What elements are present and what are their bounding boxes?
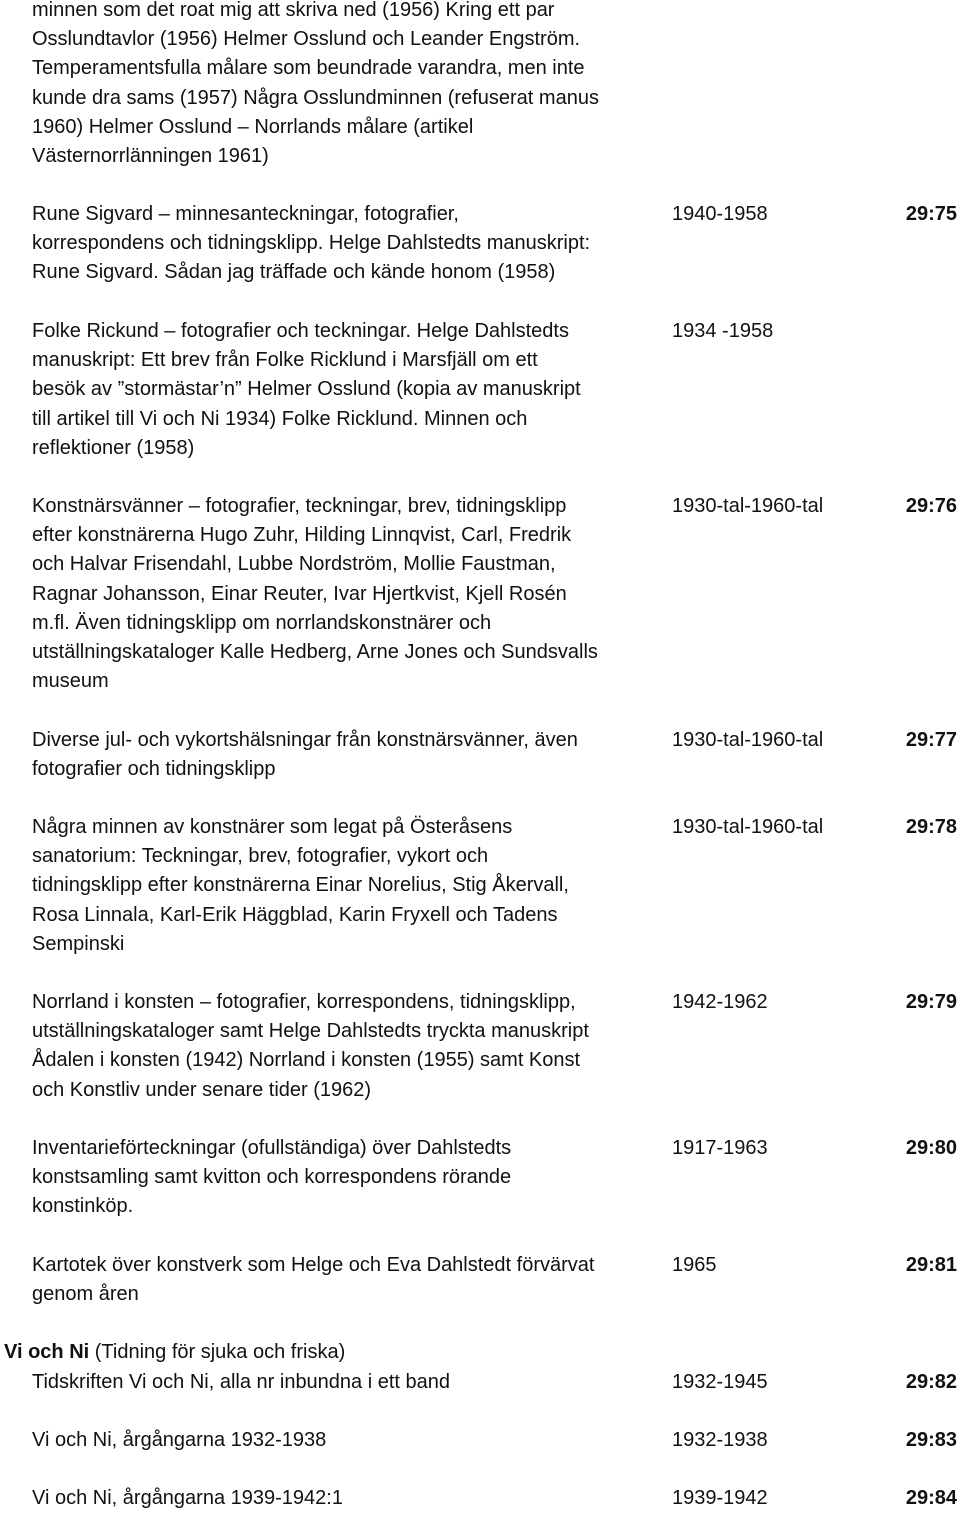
entry-date: 1939-1942 [672,1487,768,1509]
text-line: Vi och Ni, årgångarna 1939-1942:1 [32,1487,343,1509]
text-line: till artikel till Vi och Ni 1934) Folke Ricklund. Minnen och [32,407,528,430]
text-line: utställningskataloger Kalle Hedberg, Arne Jones och Sundsvalls [32,641,598,664]
text-line: Konstnärsvänner – fotografier, teckningar, brev, tidningsklipp [32,495,567,517]
section-title: Vi och Ni [4,1341,90,1363]
text-line: Folke Rickund – fotografier och teckningar. Helge Dahlstedts [32,320,569,342]
text-line: konstinköp. [32,1195,134,1218]
text-line: Västernorrlänningen 1961) [32,145,269,168]
entry-volume: 29:76 [905,495,957,517]
entry-description [32,988,652,1105]
text-line: Rune Sigvard. Sådan jag träffade och kände honom (1958) [32,261,556,284]
entry-description [32,1134,652,1222]
text-line: Diverse jul- och vykortshälsningar från konstnärsvänner, även [32,729,578,751]
text-line: museum [32,670,109,693]
entry-description [32,1484,652,1513]
text-line: Temperamentsfulla målare som beundrade varandra, men inte [32,57,585,80]
entry-volume: 29:84 [905,1487,957,1509]
text-line: Ragnar Johansson, Einar Reuter, Ivar Hjertkvist, Kjell Rosén [32,582,567,605]
text-line: besök av ”stormästar’n” Helmer Osslund (kopia av manuskript [32,378,581,401]
entry-description [32,1368,652,1397]
section-heading [4,1338,345,1367]
entry-volume: 29:81 [905,1254,957,1276]
section-subtitle: (Tidning för sjuka och friska) [89,1341,346,1363]
text-line: manuskript: Ett brev från Folke Ricklund i Marsfjäll om ett [32,349,538,372]
text-line: Rune Sigvard – minnesanteckningar, fotografier, [32,203,459,225]
text-line: reflektioner (1958) [32,436,195,459]
entry-description [32,200,652,288]
text-line: sanatorium: Teckningar, brev, fotografier, vykort och [32,845,489,868]
text-line: kunde dra sams (1957) Några Osslundminnen (refuserat manus [32,86,599,109]
intro-text [32,0,652,171]
entry-description [32,1426,652,1455]
entry-date: 1965 [672,1254,717,1276]
entry-volume: 29:75 [905,203,957,225]
text-line: och Konstliv under senare tider (1962) [32,1078,372,1101]
text-line: Sempinski [32,932,125,955]
text-line: genom åren [32,1283,139,1306]
text-line: efter konstnärerna Hugo Zuhr, Hilding Linnqvist, Carl, Fredrik [32,524,572,547]
entry-volume: 29:77 [905,729,957,751]
entry-date: 1932-1938 [672,1429,768,1451]
text-line: korrespondens och tidningsklipp. Helge Dahlstedts manuskript: [32,232,591,255]
text-line: tidningsklipp efter konstnärerna Einar Norelius, Stig Åkervall, [32,874,569,897]
entry-date: 1932-1945 [672,1371,768,1393]
entry-description [32,813,652,959]
entry-date: 1940-1958 [672,203,768,225]
entry-date: 1917-1963 [672,1137,768,1159]
text-line: Kartotek över konstverk som Helge och Eva Dahlstedt förvärvat [32,1254,595,1276]
entry-volume: 29:80 [905,1137,957,1159]
entry-date: 1930-tal-1960-tal [672,729,824,751]
entry-description [32,492,652,696]
text-line: m.fl. Även tidningsklipp om norrlandskonstnärer och [32,611,492,634]
entry-description [32,317,652,463]
text-line: fotografier och tidningsklipp [32,758,276,781]
entry-date: 1942-1962 [672,991,768,1013]
entry-date: 1934 -1958 [672,320,774,342]
text-line: Tidskriften Vi och Ni, alla nr inbundna i ett band [32,1371,451,1393]
entry-volume: 29:79 [905,991,957,1013]
text-line: utställningskataloger samt Helge Dahlstedts tryckta manuskript [32,1020,589,1043]
entry-date: 1930-tal-1960-tal [672,495,824,517]
entry-date: 1930-tal-1960-tal [672,816,824,838]
text-line: Vi och Ni, årgångarna 1932-1938 [32,1429,327,1451]
entry-volume: 29:83 [905,1429,957,1451]
entry-description [32,726,652,784]
text-line: Ådalen i konsten (1942) Norrland i konsten (1955) samt Konst [32,1049,581,1072]
text-line: Norrland i konsten – fotografier, korrespondens, tidningsklipp, [32,991,576,1013]
text-line: Inventarieförteckningar (ofullständiga) över Dahlstedts [32,1137,512,1159]
entry-description [32,1251,652,1309]
text-line: Osslundtavlor (1956) Helmer Osslund och Leander Engström. [32,28,581,51]
entry-volume: 29:82 [905,1371,957,1393]
text-line: och Halvar Frisendahl, Lubbe Nordström, Mollie Faustman, [32,553,556,576]
text-line: Några minnen av konstnärer som legat på Österåsens [32,816,513,838]
text-line: Rosa Linnala, Karl-Erik Häggblad, Karin Fryxell och Tadens [32,903,558,926]
entry-volume: 29:78 [905,816,957,838]
text-line: 1960) Helmer Osslund – Norrlands målare (artikel [32,115,474,138]
text-line: konstsamling samt kvitton och korrespondens rörande [32,1166,512,1189]
text-line: minnen som det roat mig att skriva ned (1956) Kring ett par [32,0,555,21]
